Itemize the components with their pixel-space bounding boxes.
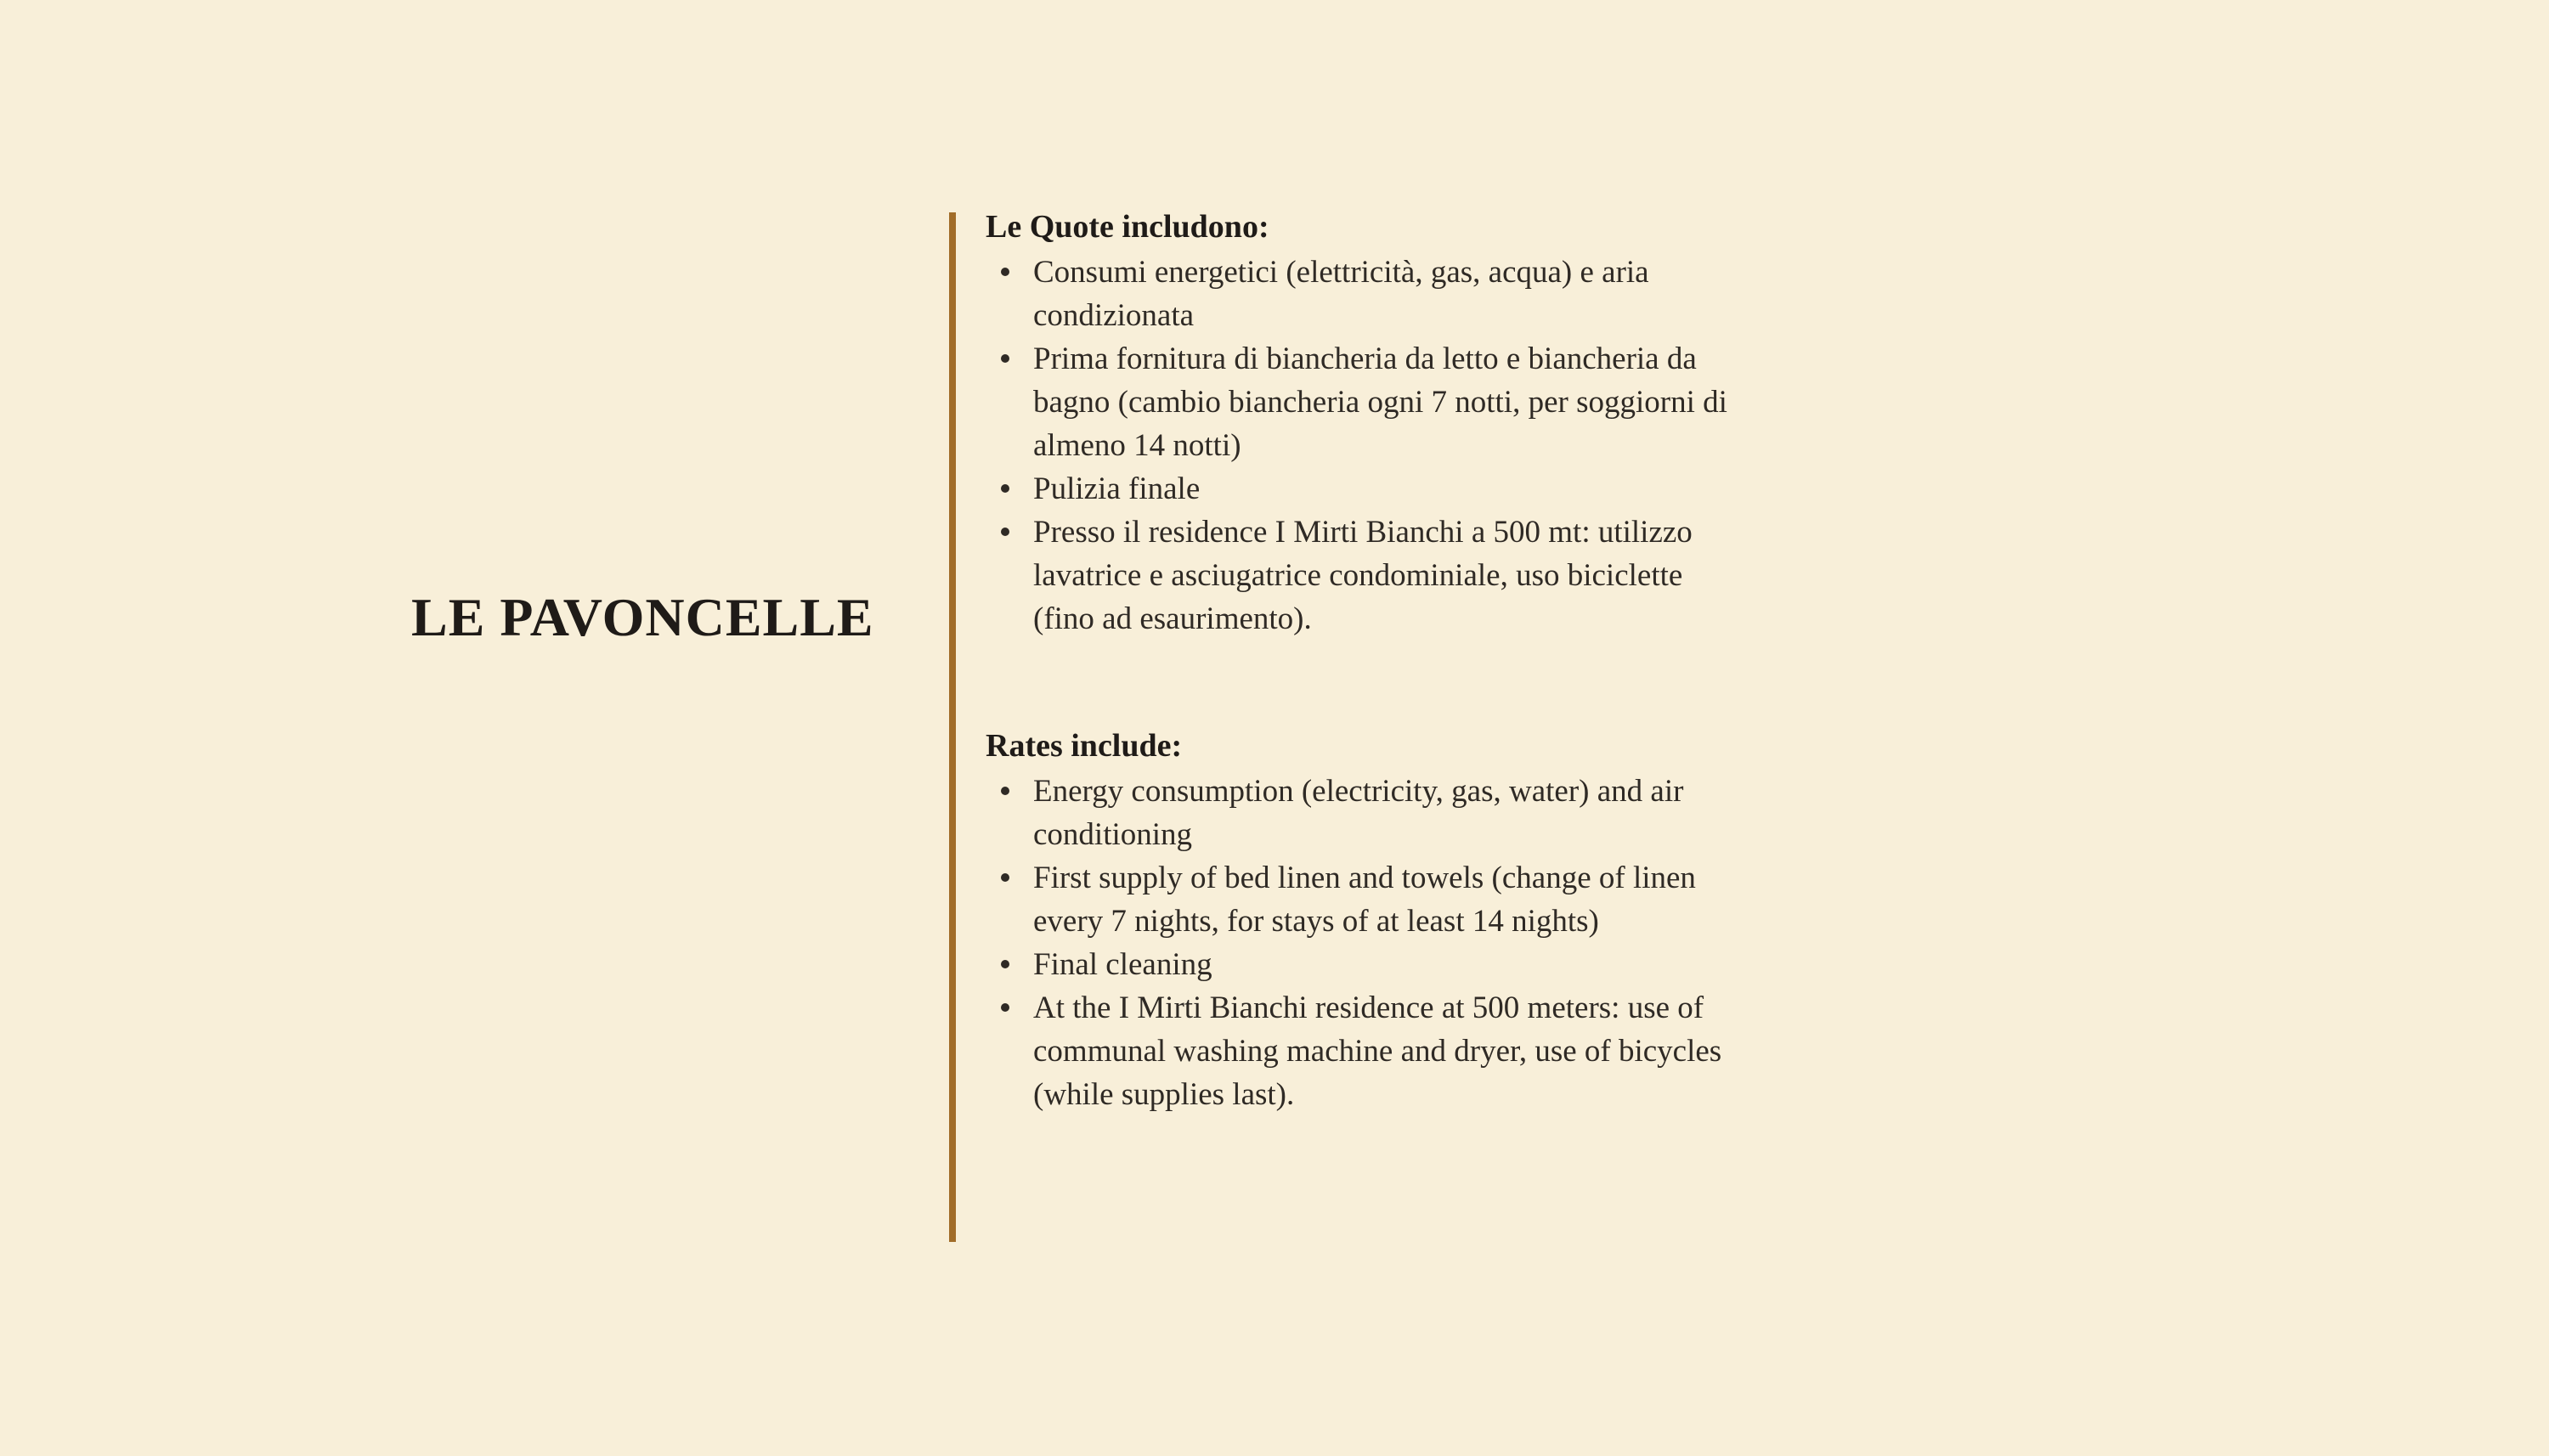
italian-heading: Le Quote includono: <box>986 209 1269 245</box>
list-item-text: Prima fornitura di biancheria da letto e biancheria da bagno (cambio biancheria ogni 7 notti, per soggiorni di almeno 14 notti) <box>1033 341 1727 463</box>
list-item <box>986 251 1750 337</box>
bullet-icon <box>1001 484 1009 493</box>
list-item <box>986 770 1750 856</box>
english-list <box>986 770 1750 1116</box>
list-item-text: Presso il residence I Mirti Bianchi a 500 mt: utilizzo lavatrice e asciugatrice condominiale, uso biciclette (fino ad esaurimento). <box>1033 515 1693 636</box>
bullet-icon <box>1001 268 1009 276</box>
italian-list <box>986 251 1750 641</box>
list-item-text: First supply of bed linen and towels (change of linen every 7 nights, for stays of at least 14 nights) <box>1033 861 1696 939</box>
italian-section <box>986 206 1750 641</box>
list-item <box>986 337 1750 467</box>
list-item <box>986 856 1750 943</box>
bullet-icon <box>1001 354 1009 363</box>
list-item <box>986 511 1750 641</box>
list-item-text: At the I Mirti Bianchi residence at 500 meters: use of communal washing machine and dryer, use of bicycles (while supplies last). <box>1033 990 1722 1112</box>
bullet-icon <box>1001 787 1009 795</box>
bullet-icon <box>1001 873 1009 882</box>
list-item-text: Final cleaning <box>1033 947 1212 982</box>
english-heading: Rates include: <box>986 728 1183 764</box>
list-item-text: Pulizia finale <box>1033 471 1201 506</box>
english-section <box>986 725 1750 1116</box>
bullet-icon <box>1001 960 1009 968</box>
list-item <box>986 467 1750 511</box>
list-item-text: Consumi energetici (elettricità, gas, acqua) e aria condizionata <box>1033 255 1649 333</box>
vertical-divider <box>949 212 956 1242</box>
bullet-icon <box>1001 1003 1009 1012</box>
list-item-text: Energy consumption (electricity, gas, water) and air conditioning <box>1033 774 1684 852</box>
list-item <box>986 943 1750 986</box>
list-item <box>986 986 1750 1116</box>
page-title: LE PAVONCELLE <box>411 587 874 647</box>
bullet-icon <box>1001 528 1009 536</box>
